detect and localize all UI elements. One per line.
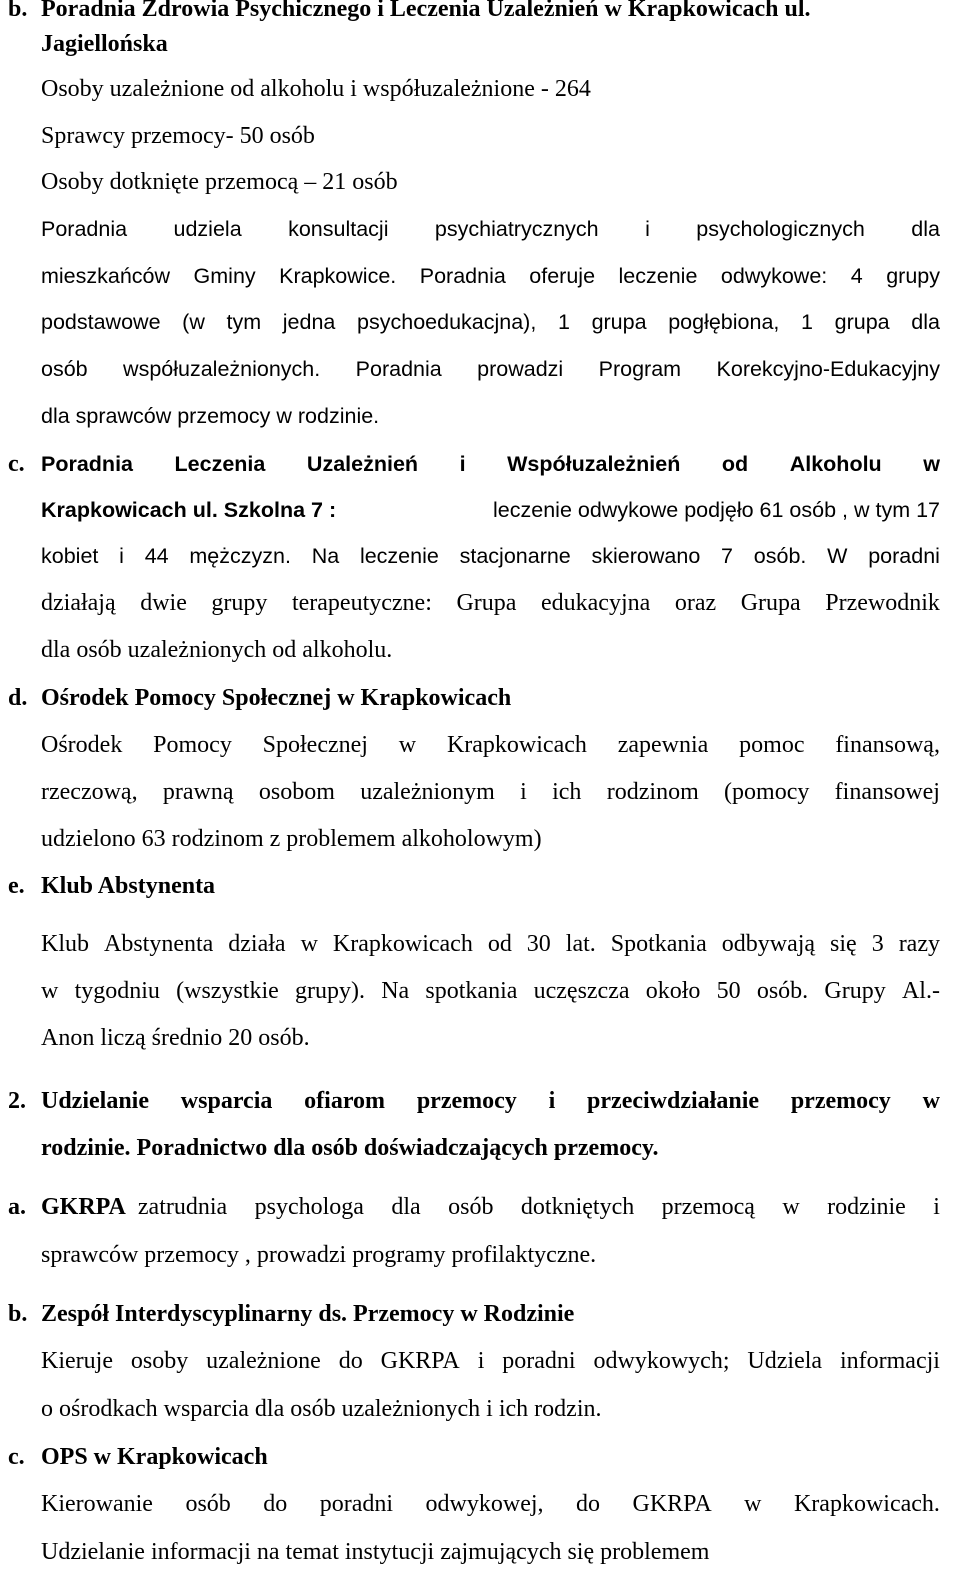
word: Ośrodek bbox=[41, 732, 123, 758]
word: 44 bbox=[144, 544, 169, 568]
word: prawną bbox=[162, 779, 234, 805]
word: spotkania bbox=[425, 978, 518, 1004]
section-e-body-line bbox=[41, 976, 940, 1006]
word: i bbox=[548, 1088, 556, 1114]
section-2c-body-line: Udzielanie informacji na temat instytucji zajmujących się problemem bbox=[41, 1539, 710, 1565]
section-e-body-line: Anon liczą średnio 20 osób. bbox=[41, 1025, 310, 1051]
section-2a-line-2: sprawców przemocy , prowadzi programy profilaktyczne. bbox=[41, 1242, 597, 1268]
word: podstawowe bbox=[41, 310, 161, 334]
word: Krapkowicach bbox=[446, 732, 587, 758]
word: Na bbox=[311, 544, 340, 568]
section-c-line-2 bbox=[41, 495, 940, 525]
word: razy bbox=[898, 931, 940, 957]
word: 4 bbox=[850, 264, 863, 288]
word: Poradnia bbox=[355, 357, 442, 381]
word: tym bbox=[226, 310, 262, 334]
section-c-marker: c. bbox=[8, 451, 25, 477]
section-2b-marker: b. bbox=[8, 1301, 28, 1327]
word: (w bbox=[182, 310, 205, 334]
section-b-para-line bbox=[41, 354, 940, 384]
word: skierowano bbox=[591, 544, 701, 568]
word: udziela bbox=[173, 217, 242, 241]
word: przemocy bbox=[790, 1088, 891, 1114]
word: informacji bbox=[839, 1348, 940, 1374]
word: do bbox=[576, 1491, 601, 1517]
word: oraz bbox=[674, 590, 717, 616]
section-c-body-line bbox=[41, 541, 940, 571]
word: grupy bbox=[886, 264, 940, 288]
word: Pomocy bbox=[153, 732, 232, 758]
word: GKRPA bbox=[380, 1348, 460, 1374]
word: zatrudnia bbox=[137, 1194, 228, 1220]
word: i bbox=[119, 544, 124, 568]
section-2c-body-line bbox=[41, 1489, 940, 1519]
word: Program bbox=[598, 357, 682, 381]
word: Abstynenta bbox=[103, 931, 214, 957]
word: odwykowych; bbox=[593, 1348, 730, 1374]
word: GKRPA bbox=[632, 1491, 712, 1517]
word: i bbox=[520, 779, 527, 805]
section-2a-bold: GKRPA bbox=[41, 1194, 126, 1220]
word: przemocy bbox=[416, 1088, 517, 1114]
word: osobom bbox=[258, 779, 335, 805]
word: osoby bbox=[130, 1348, 189, 1374]
word: psychologicznych bbox=[696, 217, 865, 241]
word: 50 bbox=[716, 978, 741, 1004]
word: wsparcia bbox=[180, 1088, 273, 1114]
word: Współuzależnień bbox=[507, 452, 681, 476]
word: pogłębiona, bbox=[668, 310, 780, 334]
section-2b-title: Zespół Interdyscyplinarny ds. Przemocy w Rodzinie bbox=[41, 1301, 575, 1327]
word: osób bbox=[185, 1491, 231, 1517]
word: rodzinom bbox=[606, 779, 699, 805]
section-2c-marker: c. bbox=[8, 1444, 25, 1470]
section-c-line-2-rest: leczenie odwykowe podjęło 61 osób , w tym 17 bbox=[493, 498, 940, 522]
word: uczęszcza bbox=[533, 978, 630, 1004]
section-d-marker: d. bbox=[8, 685, 28, 711]
word: 7 bbox=[721, 544, 734, 568]
word: dla bbox=[911, 310, 940, 334]
word: jedna bbox=[282, 310, 336, 334]
word: współuzależnionych. bbox=[123, 357, 321, 381]
word: Klub bbox=[41, 931, 89, 957]
section-d-title: Ośrodek Pomocy Społecznej w Krapkowicach bbox=[41, 685, 512, 711]
word: Krapkowicach. bbox=[793, 1491, 940, 1517]
section-2a-line-1-rest bbox=[138, 1192, 940, 1222]
word: rzeczową, bbox=[41, 779, 138, 805]
section-b-marker: b. bbox=[8, 0, 28, 22]
word: w bbox=[782, 1194, 800, 1220]
word: psychologa bbox=[254, 1194, 364, 1220]
word: poradni bbox=[319, 1491, 394, 1517]
word: zapewnia bbox=[617, 732, 709, 758]
word: ich bbox=[552, 779, 582, 805]
word: i bbox=[459, 452, 466, 476]
word: Al.- bbox=[901, 978, 940, 1004]
section-c-title-line-1 bbox=[41, 449, 940, 479]
word: grupy). bbox=[295, 978, 365, 1004]
word: i bbox=[645, 217, 650, 241]
section-2-title-line-1 bbox=[41, 1086, 940, 1116]
word: grupa bbox=[591, 310, 647, 334]
word: Grupy bbox=[824, 978, 886, 1004]
word: Poradnia bbox=[41, 217, 128, 241]
word: i bbox=[933, 1194, 940, 1220]
section-2b-body-line: o ośrodkach wsparcia dla osób uzależnionych i ich rodzin. bbox=[41, 1396, 602, 1422]
section-b-stat-3: Osoby dotknięte przemocą – 21 osób bbox=[41, 169, 398, 195]
word: konsultacji bbox=[288, 217, 389, 241]
word: terapeutyczne: bbox=[291, 590, 432, 616]
word: (pomocy bbox=[724, 779, 810, 805]
word: przemocą bbox=[661, 1194, 755, 1220]
word: działa bbox=[228, 931, 286, 957]
word: Kierowanie bbox=[41, 1491, 153, 1517]
word: odwykowe: bbox=[720, 264, 828, 288]
word: Krapkowice. bbox=[279, 264, 397, 288]
word: Korekcyjno-Edukacyjny bbox=[716, 357, 940, 381]
word: w bbox=[922, 1088, 940, 1114]
word: Społecznej bbox=[262, 732, 368, 758]
word: Na bbox=[381, 978, 410, 1004]
word: 1 bbox=[801, 310, 813, 334]
word: tygodniu bbox=[74, 978, 160, 1004]
word: stacjonarne bbox=[459, 544, 571, 568]
section-b-stat-1: Osoby uzależnione od alkoholu i współuzależnione - 264 bbox=[41, 76, 591, 102]
word: w bbox=[41, 978, 59, 1004]
word: w bbox=[744, 1491, 762, 1517]
word: oferuje bbox=[529, 264, 596, 288]
section-2-marker: 2. bbox=[8, 1088, 26, 1114]
word: grupy bbox=[211, 590, 268, 616]
word: 3 bbox=[871, 931, 884, 957]
word: odbywają bbox=[721, 931, 816, 957]
word: i bbox=[477, 1348, 485, 1374]
section-b-para-line: dla sprawców przemocy w rodzinie. bbox=[41, 404, 380, 428]
word: Poradnia bbox=[41, 452, 133, 476]
word: Kieruje bbox=[41, 1348, 113, 1374]
word: Przewodnik bbox=[825, 590, 940, 616]
word: grupa bbox=[834, 310, 890, 334]
section-e-title: Klub Abstynenta bbox=[41, 873, 216, 899]
word: Grupa bbox=[456, 590, 517, 616]
word: Krapkowicach bbox=[332, 931, 473, 957]
word: w bbox=[300, 931, 318, 957]
word: dla bbox=[391, 1194, 421, 1220]
word: odwykowej, bbox=[425, 1491, 544, 1517]
section-c-body-line bbox=[41, 588, 940, 618]
word: w bbox=[398, 732, 417, 758]
word: W bbox=[827, 544, 848, 568]
section-b-title-line-1: Poradnia Zdrowia Psychicznego i Leczenia Uzależnień w Krapkowicach ul. bbox=[41, 0, 811, 22]
word: przeciwdziałanie bbox=[587, 1088, 760, 1114]
word: kobiet bbox=[41, 544, 99, 568]
section-2a-marker: a. bbox=[8, 1194, 26, 1220]
word: uzależnionym bbox=[360, 779, 495, 805]
section-2-title-line-2: rodzinie. Poradnictwo dla osób doświadczających przemocy. bbox=[41, 1135, 659, 1161]
word: Leczenia bbox=[174, 452, 266, 476]
section-d-body-line bbox=[41, 777, 940, 807]
word: pomoc bbox=[739, 732, 805, 758]
word: 1 bbox=[557, 310, 570, 334]
word: finansową, bbox=[835, 732, 940, 758]
word: osób. bbox=[753, 544, 807, 568]
word: do bbox=[338, 1348, 363, 1374]
word: Alkoholu bbox=[789, 452, 882, 476]
word: finansowej bbox=[834, 779, 940, 805]
word: mieszkańców bbox=[41, 264, 171, 288]
word: osób bbox=[448, 1194, 494, 1220]
word: od bbox=[721, 452, 749, 476]
word: lat. bbox=[565, 931, 596, 957]
word: Grupa bbox=[740, 590, 801, 616]
word: osób. bbox=[756, 978, 809, 1004]
section-b-para-line bbox=[41, 214, 940, 244]
section-d-body-line bbox=[41, 730, 940, 760]
section-b-para-line bbox=[41, 307, 940, 337]
word: psychiatrycznych bbox=[434, 217, 599, 241]
section-c-title-line-2: Krapkowicach ul. Szkolna 7 : bbox=[41, 498, 337, 522]
word: (wszystkie bbox=[176, 978, 279, 1004]
word: działają bbox=[41, 590, 116, 616]
word: leczenie bbox=[618, 264, 698, 288]
section-2c-title: OPS w Krapkowicach bbox=[41, 1444, 268, 1470]
section-c-body-line: dla osób uzależnionych od alkoholu. bbox=[41, 637, 393, 663]
word: od bbox=[487, 931, 512, 957]
word: się bbox=[830, 931, 857, 957]
word: prowadzi bbox=[477, 357, 564, 381]
word: Uzależnień bbox=[306, 452, 419, 476]
word: poradni bbox=[868, 544, 940, 568]
section-e-marker: e. bbox=[8, 873, 25, 899]
word: ofiarom bbox=[304, 1088, 386, 1114]
word: Gminy bbox=[193, 264, 256, 288]
section-e-body-line bbox=[41, 929, 940, 959]
word: 30 bbox=[526, 931, 551, 957]
word: psychoedukacjna), bbox=[357, 310, 537, 334]
section-b-para-line bbox=[41, 261, 940, 291]
word: dwie bbox=[140, 590, 187, 616]
word: rodzinie bbox=[827, 1194, 906, 1220]
word: około bbox=[645, 978, 701, 1004]
section-d-body-line: udzielono 63 rodzinom z problemem alkoholowym) bbox=[41, 826, 542, 852]
word: osób bbox=[41, 357, 88, 381]
word: mężczyzn. bbox=[189, 544, 291, 568]
word: dotkniętych bbox=[520, 1194, 635, 1220]
word: w bbox=[923, 452, 940, 476]
word: edukacyjna bbox=[541, 590, 651, 616]
section-b-stat-2: Sprawcy przemocy- 50 osób bbox=[41, 123, 315, 149]
section-b-title-line-2: Jagiellońska bbox=[41, 31, 168, 57]
word: do bbox=[263, 1491, 288, 1517]
word: Spotkania bbox=[610, 931, 707, 957]
word: Udzielanie bbox=[41, 1088, 149, 1114]
word: dla bbox=[911, 217, 940, 241]
word: Poradnia bbox=[419, 264, 506, 288]
word: uzależnione bbox=[206, 1348, 321, 1374]
section-2a-line-1 bbox=[41, 1192, 940, 1222]
word: poradni bbox=[502, 1348, 576, 1374]
section-2b-body-line bbox=[41, 1346, 940, 1376]
word: leczenie bbox=[359, 544, 439, 568]
word: Udziela bbox=[747, 1348, 823, 1374]
